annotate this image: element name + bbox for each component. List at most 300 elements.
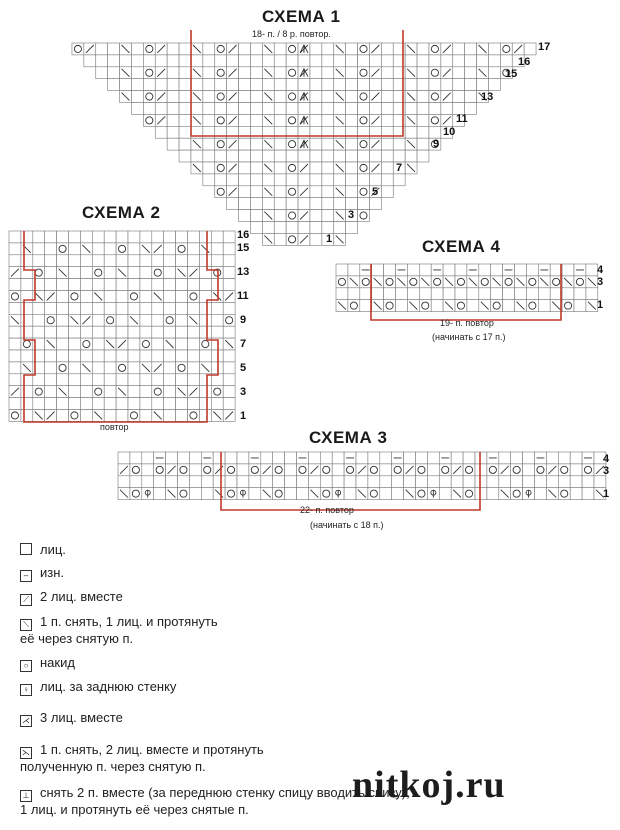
- scheme4-start-note: (начинать с 17 п.): [432, 332, 506, 342]
- grid-cell: [140, 374, 152, 386]
- grid-cell: [176, 326, 188, 338]
- grid-cell: [143, 103, 155, 115]
- grid-cell: [455, 288, 467, 300]
- grid-cell: [130, 476, 142, 488]
- grid-cell: [203, 103, 215, 115]
- grid-cell: [262, 150, 274, 162]
- grid-cell: [465, 43, 477, 55]
- grid-cell: [155, 103, 167, 115]
- grid-cell: [250, 150, 262, 162]
- grid-cell: [176, 279, 188, 291]
- grid-cell: [188, 410, 200, 422]
- scheme3-grid: [118, 452, 606, 500]
- s1-row-9: 9: [433, 138, 440, 150]
- grid-cell: [199, 314, 211, 326]
- grid-cell: [500, 55, 512, 67]
- grid-cell: [380, 476, 392, 488]
- grid-cell: [227, 150, 239, 162]
- grid-cell: [69, 255, 81, 267]
- grid-cell: [417, 55, 429, 67]
- grid-cell: [372, 288, 384, 300]
- grid-cell: [45, 279, 57, 291]
- grid-cell: [368, 488, 380, 500]
- grid-cell: [369, 79, 381, 91]
- grid-cell: [203, 43, 215, 55]
- grid-cell: [455, 264, 467, 276]
- grid-cell: [227, 103, 239, 115]
- grid-cell: [380, 464, 392, 476]
- grid-cell: [140, 314, 152, 326]
- grid-cell: [273, 488, 285, 500]
- grid-cell: [405, 126, 417, 138]
- grid-cell: [164, 231, 176, 243]
- grid-cell: [227, 55, 239, 67]
- grid-cell: [92, 386, 104, 398]
- grid-cell: [225, 488, 237, 500]
- grid-cell: [167, 91, 179, 103]
- grid-cell: [455, 300, 467, 312]
- grid-cell: [453, 79, 465, 91]
- grid-cell: [250, 67, 262, 79]
- grid-cell: [152, 279, 164, 291]
- grid-cell: [140, 410, 152, 422]
- grid-cell: [199, 410, 211, 422]
- grid-cell: [80, 279, 92, 291]
- grid-cell: [167, 126, 179, 138]
- legend-item-sk2p: ⋋ 1 п. снять, 2 лиц. вместе и протянуть полученную п. через снятую п.: [20, 742, 264, 774]
- grid-cell: [451, 476, 463, 488]
- grid-cell: [188, 374, 200, 386]
- grid-cell: [417, 79, 429, 91]
- grid-cell: [538, 300, 550, 312]
- grid-cell: [201, 476, 213, 488]
- grid-cell: [298, 79, 310, 91]
- grid-cell: [262, 198, 274, 210]
- grid-cell: [286, 150, 298, 162]
- grid-cell: [57, 410, 69, 422]
- grid-cell: [164, 243, 176, 255]
- grid-cell: [223, 362, 235, 374]
- grid-cell: [92, 350, 104, 362]
- grid-cell: [215, 114, 227, 126]
- grid-cell: [199, 231, 211, 243]
- grid-cell: [167, 79, 179, 91]
- grid-cell: [69, 398, 81, 410]
- grid-cell: [429, 55, 441, 67]
- grid-cell: [45, 398, 57, 410]
- grid-cell: [416, 488, 428, 500]
- grid-cell: [152, 302, 164, 314]
- grid-cell: [322, 55, 334, 67]
- grid-cell: [274, 55, 286, 67]
- grid-cell: [274, 138, 286, 150]
- grid-cell: [203, 114, 215, 126]
- grid-cell: [239, 198, 251, 210]
- grid-cell: [142, 452, 154, 464]
- grid-cell: [322, 162, 334, 174]
- grid-cell: [381, 114, 393, 126]
- grid-cell: [9, 410, 21, 422]
- grid-cell: [417, 150, 429, 162]
- grid-cell: [201, 464, 213, 476]
- grid-cell: [558, 452, 570, 464]
- grid-cell: [104, 350, 116, 362]
- grid-cell: [239, 186, 251, 198]
- grid-cell: [213, 476, 225, 488]
- grid-cell: [57, 243, 69, 255]
- grid-cell: [140, 267, 152, 279]
- grid-cell: [407, 276, 419, 288]
- grid-cell: [143, 114, 155, 126]
- grid-cell: [227, 198, 239, 210]
- grid-cell: [92, 338, 104, 350]
- grid-cell: [178, 476, 190, 488]
- grid-cell: [104, 279, 116, 291]
- grid-cell: [439, 476, 451, 488]
- s2-row-5: 5: [240, 362, 247, 374]
- grid-cell: [21, 302, 33, 314]
- grid-cell: [417, 103, 429, 115]
- grid-cell: [57, 291, 69, 303]
- s3-row-3: 3: [603, 465, 610, 477]
- grid-cell: [358, 43, 370, 55]
- grid-cell: [9, 362, 21, 374]
- s1-row-5: 5: [372, 186, 379, 198]
- grid-cell: [348, 288, 360, 300]
- twisted-square-icon: ♀: [20, 684, 32, 696]
- grid-cell: [223, 255, 235, 267]
- triple-left-square-icon: ⋋: [22, 748, 30, 757]
- grid-cell: [57, 398, 69, 410]
- grid-cell: [69, 231, 81, 243]
- grid-cell: [372, 264, 384, 276]
- grid-cell: [334, 79, 346, 91]
- s2-row-1: 1: [240, 410, 247, 422]
- grid-cell: [80, 231, 92, 243]
- grid-cell: [33, 314, 45, 326]
- grid-cell: [358, 150, 370, 162]
- grid-cell: [178, 452, 190, 464]
- grid-cell: [116, 302, 128, 314]
- grid-cell: [69, 386, 81, 398]
- grid-cell: [179, 150, 191, 162]
- grid-cell: [57, 231, 69, 243]
- grid-cell: [404, 452, 416, 464]
- grid-cell: [405, 150, 417, 162]
- grid-cell: [203, 91, 215, 103]
- grid-cell: [199, 350, 211, 362]
- grid-cell: [225, 452, 237, 464]
- grid-cell: [239, 67, 251, 79]
- grid-cell: [130, 488, 142, 500]
- grid-cell: [250, 114, 262, 126]
- grid-cell: [80, 302, 92, 314]
- grid-cell: [523, 452, 535, 464]
- grid-cell: [211, 231, 223, 243]
- grid-cell: [188, 302, 200, 314]
- grid-cell: [526, 288, 538, 300]
- grid-cell: [179, 103, 191, 115]
- grid-cell: [178, 488, 190, 500]
- grid-cell: [164, 350, 176, 362]
- grid-cell: [358, 210, 370, 222]
- grid-cell: [499, 476, 511, 488]
- grid-cell: [348, 300, 360, 312]
- grid-cell: [381, 67, 393, 79]
- grid-cell: [503, 288, 515, 300]
- grid-cell: [322, 210, 334, 222]
- grid-cell: [286, 114, 298, 126]
- grid-cell: [479, 264, 491, 276]
- grid-cell: [334, 55, 346, 67]
- grid-cell: [261, 476, 273, 488]
- grid-cell: [128, 302, 140, 314]
- grid-cell: [310, 174, 322, 186]
- s4-row-3: 3: [597, 276, 604, 288]
- grid-cell: [9, 279, 21, 291]
- grid-cell: [104, 255, 116, 267]
- grid-cell: [286, 222, 298, 234]
- grid-cell: [427, 464, 439, 476]
- scheme1-repeat-label: 18- п. / 8 р. повтор.: [252, 29, 331, 39]
- grid-cell: [310, 150, 322, 162]
- grid-cell: [286, 55, 298, 67]
- central-double-square-icon: ⊥: [20, 790, 32, 802]
- grid-cell: [455, 276, 467, 288]
- grid-cell: [250, 43, 262, 55]
- grid-cell: [511, 452, 523, 464]
- grid-cell: [33, 243, 45, 255]
- grid-cell: [582, 464, 594, 476]
- grid-cell: [152, 267, 164, 279]
- grid-cell: [249, 464, 261, 476]
- grid-cell: [274, 198, 286, 210]
- grid-cell: [250, 55, 262, 67]
- grid-cell: [274, 91, 286, 103]
- grid-cell: [274, 67, 286, 79]
- grid-cell: [239, 114, 251, 126]
- grid-cell: [128, 267, 140, 279]
- grid-cell: [336, 276, 348, 288]
- grid-cell: [467, 300, 479, 312]
- grid-cell: [487, 476, 499, 488]
- grid-cell: [179, 79, 191, 91]
- grid-cell: [203, 67, 215, 79]
- grid-cell: [274, 210, 286, 222]
- grid-cell: [322, 150, 334, 162]
- grid-cell: [104, 374, 116, 386]
- grid-cell: [463, 464, 475, 476]
- grid-cell: [80, 350, 92, 362]
- grid-cell: [298, 222, 310, 234]
- grid-cell: [21, 231, 33, 243]
- grid-cell: [203, 79, 215, 91]
- grid-cell: [322, 174, 334, 186]
- grid-cell: [131, 43, 143, 55]
- grid-cell: [407, 288, 419, 300]
- grid-cell: [143, 43, 155, 55]
- grid-cell: [203, 138, 215, 150]
- grid-cell: [384, 276, 396, 288]
- grid-cell: [298, 103, 310, 115]
- grid-cell: [453, 91, 465, 103]
- grid-cell: [523, 464, 535, 476]
- grid-cell: [215, 103, 227, 115]
- grid-cell: [104, 326, 116, 338]
- grid-cell: [320, 476, 332, 488]
- grid-cell: [451, 452, 463, 464]
- grid-cell: [417, 67, 429, 79]
- grid-cell: [380, 488, 392, 500]
- grid-cell: [346, 138, 358, 150]
- grid-cell: [285, 488, 297, 500]
- s1-row-16: 16: [518, 56, 531, 68]
- grid-cell: [223, 279, 235, 291]
- grid-cell: [140, 231, 152, 243]
- s1-row-11: 11: [456, 113, 468, 125]
- grid-cell: [176, 255, 188, 267]
- grid-cell: [393, 174, 405, 186]
- grid-cell: [274, 233, 286, 245]
- grid-cell: [431, 276, 443, 288]
- grid-cell: [381, 150, 393, 162]
- grid-cell: [69, 291, 81, 303]
- grid-cell: [443, 264, 455, 276]
- grid-cell: [179, 91, 191, 103]
- grid-cell: [166, 476, 178, 488]
- grid-cell: [419, 288, 431, 300]
- grid-cell: [152, 231, 164, 243]
- grid-cell: [9, 302, 21, 314]
- grid-cell: [131, 79, 143, 91]
- grid-cell: [215, 91, 227, 103]
- grid-cell: [167, 138, 179, 150]
- grid-cell: [334, 198, 346, 210]
- grid-cell: [396, 300, 408, 312]
- grid-cell: [116, 374, 128, 386]
- grid-cell: [239, 138, 251, 150]
- grid-cell: [274, 114, 286, 126]
- grid-cell: [211, 243, 223, 255]
- grid-cell: [33, 386, 45, 398]
- grid-cell: [191, 103, 203, 115]
- grid-cell: [491, 300, 503, 312]
- grid-cell: [384, 288, 396, 300]
- grid-cell: [475, 464, 487, 476]
- grid-cell: [429, 91, 441, 103]
- grid-cell: [199, 267, 211, 279]
- grid-cell: [535, 476, 547, 488]
- grid-cell: [562, 300, 574, 312]
- grid-cell: [179, 67, 191, 79]
- grid-cell: [332, 464, 344, 476]
- grid-cell: [164, 255, 176, 267]
- grid-cell: [380, 452, 392, 464]
- grid-cell: [33, 398, 45, 410]
- grid-cell: [286, 138, 298, 150]
- grid-cell: [586, 288, 598, 300]
- grid-cell: [346, 43, 358, 55]
- grid-cell: [310, 138, 322, 150]
- grid-cell: [223, 267, 235, 279]
- grid-cell: [80, 410, 92, 422]
- grid-cell: [429, 43, 441, 55]
- grid-cell: [453, 43, 465, 55]
- grid-cell: [223, 398, 235, 410]
- grid-cell: [346, 150, 358, 162]
- s1-row-1: 1: [326, 233, 333, 245]
- grid-cell: [116, 279, 128, 291]
- grid-cell: [273, 476, 285, 488]
- grid-cell: [176, 362, 188, 374]
- grid-cell: [384, 300, 396, 312]
- grid-cell: [188, 326, 200, 338]
- grid-cell: [239, 103, 251, 115]
- grid-cell: [179, 55, 191, 67]
- grid-cell: [128, 350, 140, 362]
- grid-cell: [188, 255, 200, 267]
- grid-cell: [128, 291, 140, 303]
- grid-cell: [356, 476, 368, 488]
- grid-cell: [358, 91, 370, 103]
- grid-cell: [188, 362, 200, 374]
- grid-cell: [164, 398, 176, 410]
- grid-cell: [491, 264, 503, 276]
- grid-cell: [503, 276, 515, 288]
- grid-cell: [131, 103, 143, 115]
- grid-cell: [368, 452, 380, 464]
- grid-cell: [368, 476, 380, 488]
- grid-cell: [21, 398, 33, 410]
- grid-cell: [128, 255, 140, 267]
- grid-cell: [381, 91, 393, 103]
- grid-cell: [116, 350, 128, 362]
- grid-cell: [188, 291, 200, 303]
- grid-cell: [488, 43, 500, 55]
- grid-cell: [381, 79, 393, 91]
- grid-cell: [358, 114, 370, 126]
- grid-cell: [322, 114, 334, 126]
- grid-cell: [419, 300, 431, 312]
- legend-item-knit: лиц.: [20, 542, 66, 557]
- grid-cell: [167, 103, 179, 115]
- grid-cell: [57, 374, 69, 386]
- grid-cell: [262, 222, 274, 234]
- grid-cell: [310, 198, 322, 210]
- grid-cell: [250, 79, 262, 91]
- grid-cell: [334, 103, 346, 115]
- grid-cell: [465, 79, 477, 91]
- grid-cell: [286, 103, 298, 115]
- grid-cell: [250, 91, 262, 103]
- grid-cell: [225, 476, 237, 488]
- grid-cell: [45, 386, 57, 398]
- grid-cell: [179, 114, 191, 126]
- grid-cell: [140, 326, 152, 338]
- grid-cell: [310, 162, 322, 174]
- grid-cell: [322, 103, 334, 115]
- grid-cell: [167, 67, 179, 79]
- grid-cell: [140, 302, 152, 314]
- s1-row-7: 7: [396, 162, 403, 174]
- grid-cell: [21, 386, 33, 398]
- grid-cell: [199, 255, 211, 267]
- grid-cell: [104, 386, 116, 398]
- left-slash-square-icon: ⟍: [20, 619, 32, 631]
- grid-cell: [223, 386, 235, 398]
- grid-cell: [57, 302, 69, 314]
- grid-cell: [286, 43, 298, 55]
